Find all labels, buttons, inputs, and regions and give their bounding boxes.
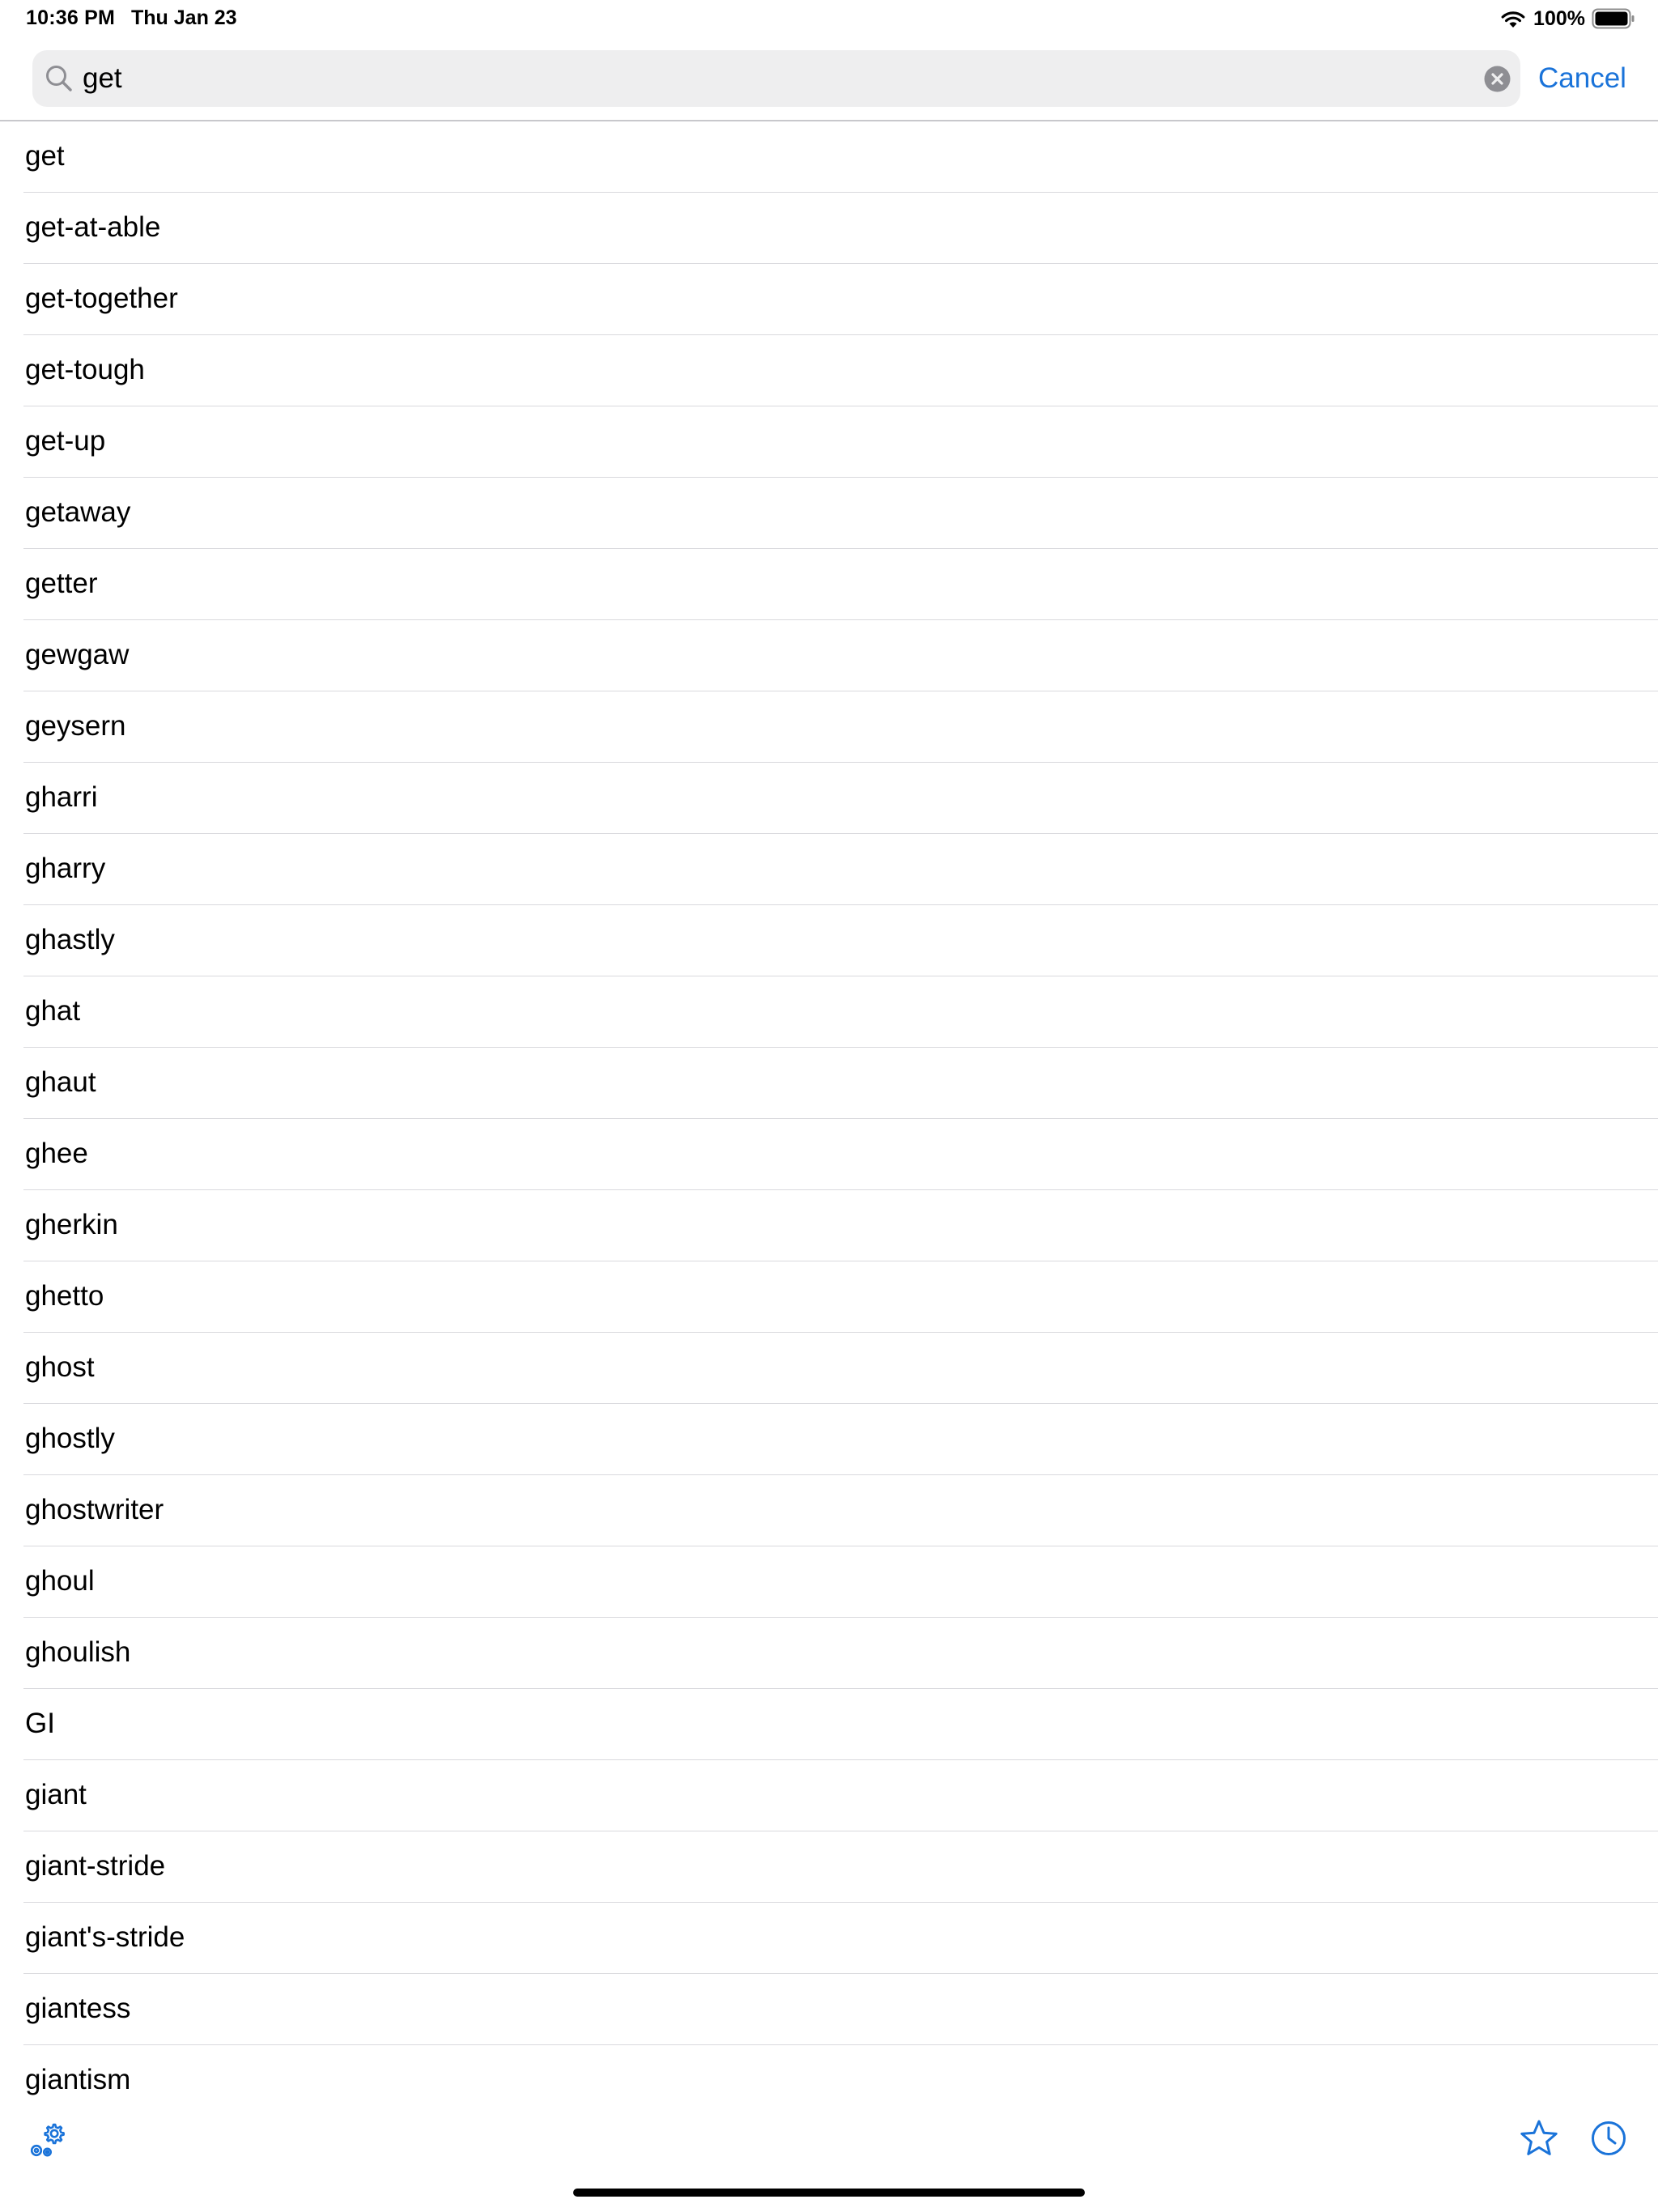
result-row[interactable]: ghetto [23, 1261, 1658, 1333]
home-indicator [573, 2189, 1085, 2197]
bottom-toolbar [0, 2104, 1658, 2178]
result-row[interactable]: get [23, 121, 1658, 193]
result-row[interactable]: giantism [23, 2045, 1658, 2116]
result-row[interactable]: ghat [23, 976, 1658, 1048]
result-row[interactable]: giant's-stride [23, 1903, 1658, 1974]
result-row[interactable]: get-tough [23, 335, 1658, 406]
result-row[interactable]: ghee [23, 1119, 1658, 1190]
result-row[interactable]: ghost [23, 1333, 1658, 1404]
status-indicators [1499, 5, 1635, 32]
cancel-button[interactable]: Cancel [1538, 50, 1626, 107]
result-row[interactable]: gherkin [23, 1190, 1658, 1261]
result-row[interactable]: ghastly [23, 905, 1658, 976]
result-row[interactable]: get-at-able [23, 193, 1658, 264]
result-row[interactable]: ghoulish [23, 1618, 1658, 1689]
result-row[interactable]: get-up [23, 406, 1658, 478]
search-field[interactable] [32, 50, 1520, 107]
result-row[interactable]: get-together [23, 264, 1658, 335]
battery-percent: 100% [1533, 6, 1585, 30]
search-input[interactable] [83, 50, 1459, 107]
wifi-icon [1499, 8, 1527, 29]
clear-search-icon[interactable] [1484, 66, 1511, 92]
battery-icon [1592, 8, 1635, 29]
result-row[interactable]: geysern [23, 691, 1658, 763]
result-row[interactable]: giantess [23, 1974, 1658, 2045]
status-bar [0, 0, 1658, 37]
status-date: Thu Jan 23 [131, 6, 237, 29]
result-row[interactable]: giant [23, 1760, 1658, 1831]
history-clock-icon[interactable] [1588, 2118, 1629, 2159]
search-icon [44, 63, 74, 94]
result-row[interactable]: getter [23, 549, 1658, 620]
result-row[interactable]: ghaut [23, 1048, 1658, 1119]
result-row[interactable]: GI [23, 1689, 1658, 1760]
status-time: 10:36 PM [26, 6, 115, 29]
search-header [0, 37, 1658, 120]
result-list [0, 121, 1658, 2116]
favorites-star-icon[interactable] [1519, 2118, 1559, 2159]
result-row[interactable]: ghostwriter [23, 1475, 1658, 1546]
result-row[interactable]: gharry [23, 834, 1658, 905]
result-row[interactable]: ghoul [23, 1546, 1658, 1618]
result-row[interactable]: gharri [23, 763, 1658, 834]
result-row[interactable]: giant-stride [23, 1831, 1658, 1903]
result-row[interactable]: getaway [23, 478, 1658, 549]
settings-gears-icon[interactable] [29, 2120, 68, 2159]
result-row[interactable]: ghostly [23, 1404, 1658, 1475]
result-row[interactable]: gewgaw [23, 620, 1658, 691]
